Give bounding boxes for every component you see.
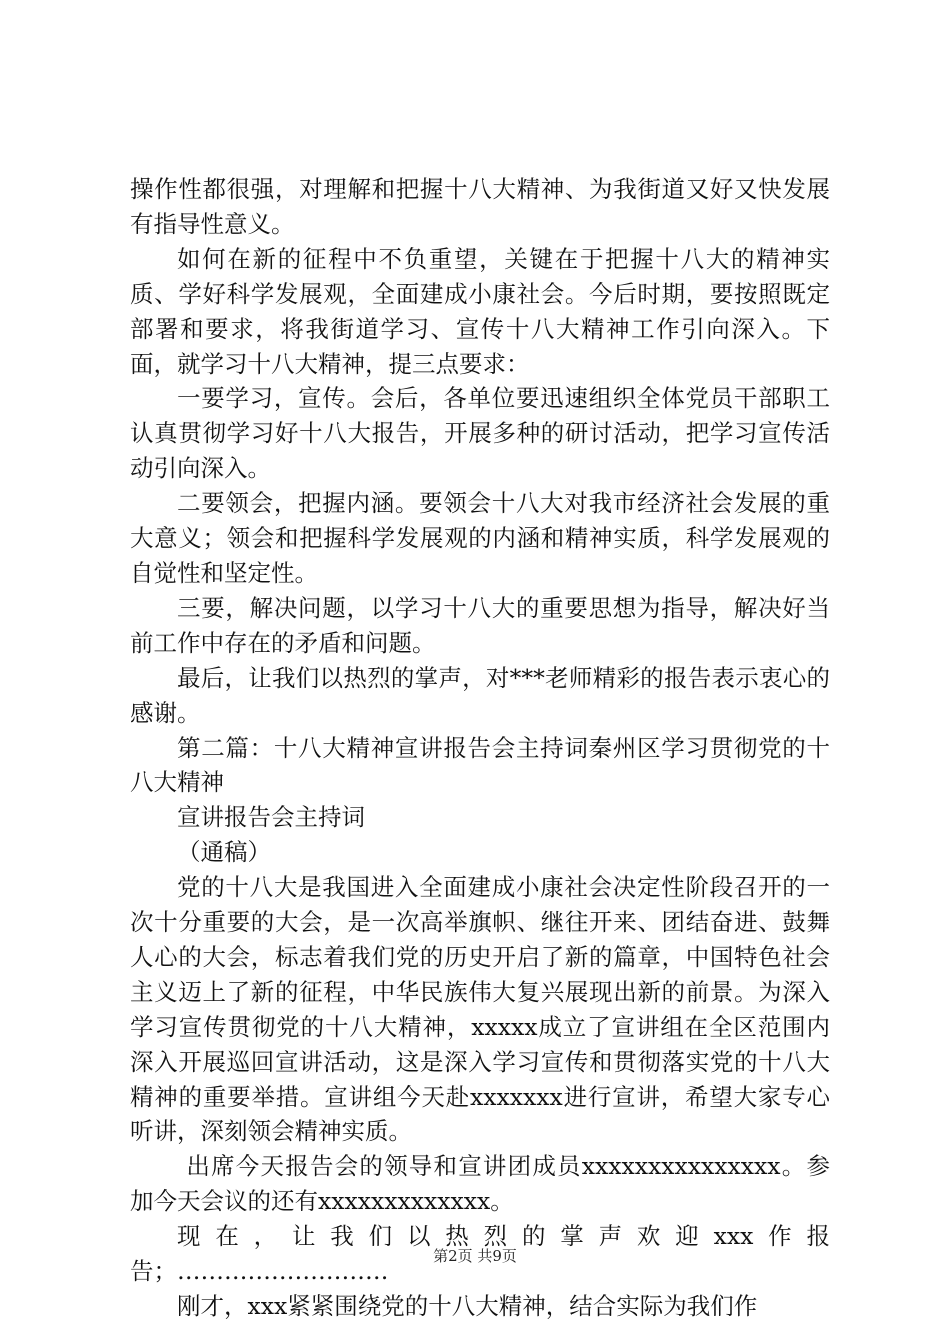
paragraph: 二要领会，把握内涵。要领会十八大对我市经济社会发展的重大意义；领会和把握科学发展观的内涵和精神实质，科学发展观的自觉性和坚定性。: [130, 489, 830, 587]
draft-note: （通稿）: [177, 838, 271, 867]
section-subheading: 宣讲报告会主持词: [177, 803, 365, 832]
paragraph: 刚才，xxx紧紧围绕党的十八大精神，结合实际为我们作: [177, 1292, 758, 1320]
paragraph: 出席今天报告会的领导和宣讲团成员xxxxxxxxxxxxxxx。参加今天会议的还有xxxxxxxxxxxxx。: [130, 1152, 830, 1216]
section-heading: 第二篇：十八大精神宣讲报告会主持词秦州区学习贯彻党的十八大精神: [130, 733, 830, 797]
document-body: [130, 172, 830, 1324]
page-number-footer: 第2页 共9页: [433, 1247, 517, 1265]
paragraph: 现在，让我们以热烈的掌声欢迎xxx作报告；………………………: [130, 1222, 830, 1286]
paragraph: 党的十八大是我国进入全面建成小康社会决定性阶段召开的一次十分重要的大会，是一次高举旗帜、继往开来、团结奋进、鼓舞人心的大会，标志着我们党的历史开启了新的篇章，中国特色社会主义迈上了新的征程，中华民族伟大复兴展现出新的前景。为深入学习宣传贯彻党的十八大精神，xxxxx成立了宣讲组在全区范围内深入开展巡回宣讲活动，这是深入学习宣传和贯彻落实党的十八大精神的重要举措。宣讲组今天赴xxxxxxx进行宣讲，希望大家专心听讲，深刻领会精神实质。: [130, 873, 830, 1146]
paragraph: 操作性都很强，对理解和把握十八大精神、为我街道又好又快发展有指导性意义。: [130, 175, 830, 238]
paragraph: 三要，解决问题，以学习十八大的重要思想为指导，解决好当前工作中存在的矛盾和问题。: [130, 593, 830, 657]
paragraph: 一要学习，宣传。会后，各单位要迅速组织全体党员干部职工认真贯彻学习好十八大报告，开展多种的研讨活动，把学习宣传活动引向深入。: [130, 384, 830, 483]
paragraph: 如何在新的征程中不负重望，关键在于把握十八大的精神实质、学好科学发展观，全面建成小康社会。今后时期，要按照既定部署和要求，将我街道学习、宣传十八大精神工作引向深入。下面，就学习十八大精神，提三点要求：: [130, 244, 830, 378]
paragraph: 最后，让我们以热烈的掌声，对***老师精彩的报告表示衷心的感谢。: [130, 663, 830, 727]
